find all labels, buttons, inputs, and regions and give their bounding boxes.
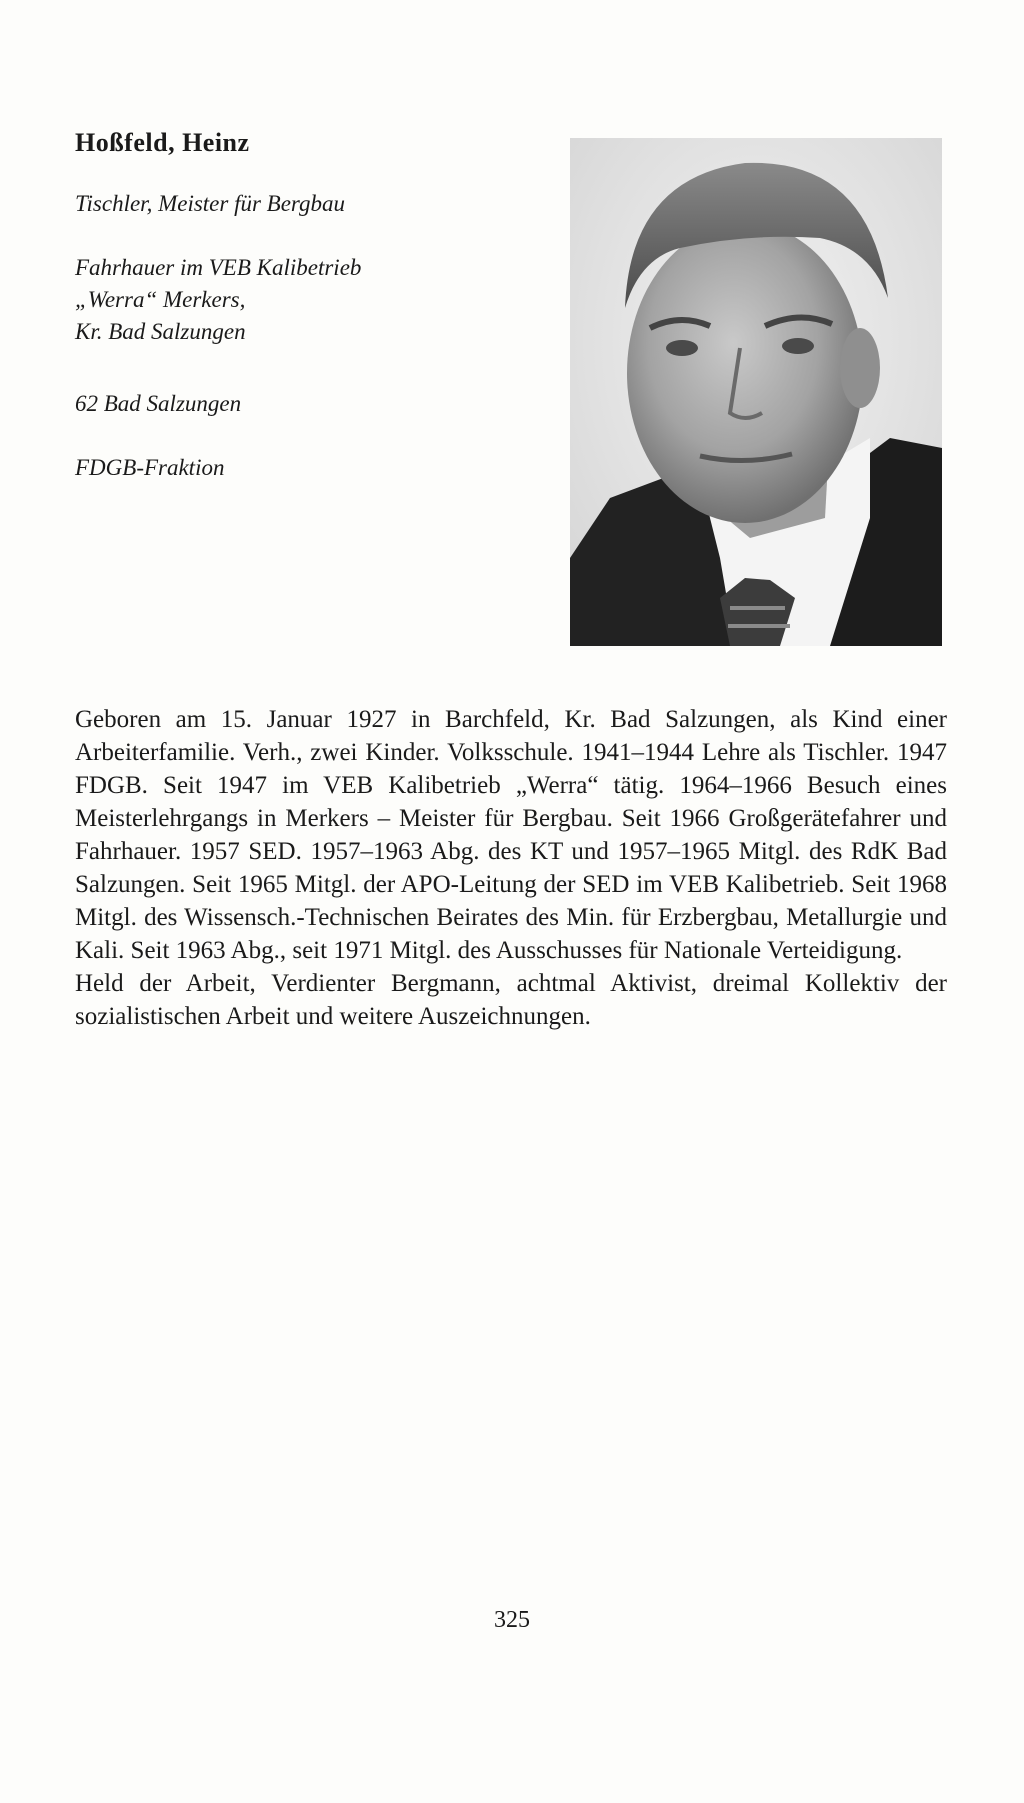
profession: Tischler, Meister für Bergbau (75, 191, 346, 216)
person-name: Hoßfeld, Heinz (75, 128, 250, 157)
workplace (75, 252, 361, 348)
biography-paragraph: Geboren am 15. Januar 1927 in Barchfeld, Kr. Bad Salzungen, als Kind einer Arbeiterfamilie. Verh., zwei Kinder. Volksschule. 1941–1944 Lehre als Tischler. 1947 FDGB. Seit 1947 im VEB Kalibetrieb „Werra“ tätig. 1964–1966 Besuch eines Meisterlehrgangs in Merkers – Meister für Bergbau. Seit 1966 Großgerätefahrer und Fahrhauer. 1957 SED. 1957–1963 Abg. des KT und 1957–1965 Mitgl. des RdK Bad Salzungen. Seit 1965 Mitgl. der APO-Leitung der SED im VEB Kalibetrieb. Seit 1968 Mitgl. des Wissensch.-Technischen Beirates des Min. für Erzbergbau, Metallurgie und Kali. Seit 1963 Abg., seit 1971 Mitgl. des Ausschusses für Nationale Verteidigung. (75, 706, 947, 964)
portrait-photo (570, 138, 942, 646)
workplace-line: Fahrhauer im VEB Kalibetrieb (75, 255, 362, 280)
faction: FDGB-Fraktion (75, 455, 225, 480)
awards-paragraph: Held der Arbeit, Verdienter Bergmann, achtmal Aktivist, dreimal Kollektiv der sozialistischen Arbeit und weitere Auszeichnungen. (75, 970, 947, 1030)
portrait-image (570, 138, 942, 646)
residence: 62 Bad Salzungen (75, 391, 242, 416)
workplace-line: „Werra“ Merkers, (75, 287, 246, 312)
biography-text (75, 703, 947, 1033)
workplace-line: Kr. Bad Salzungen (75, 319, 246, 344)
page-number: 325 (494, 1607, 530, 1633)
